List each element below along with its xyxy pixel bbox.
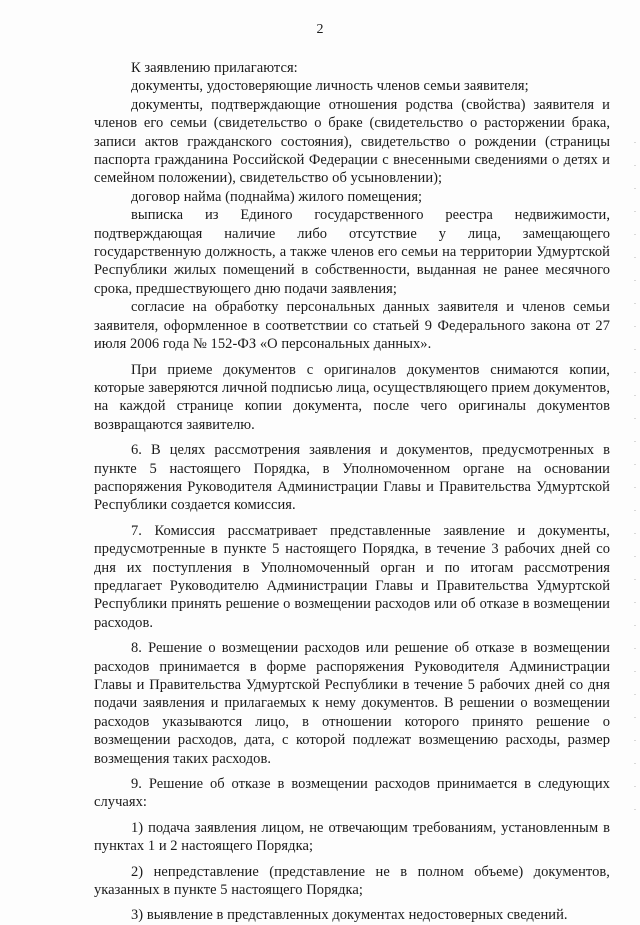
clause-6: 6. В целях рассмотрения заявления и документов, предусмотренных в пункте 5 настоящего Порядка, в Уполномоченном органе на основании распоряжения Руководителя Администрации Главы и Правительства Удмуртской Республики создается комиссия. bbox=[94, 442, 610, 514]
attachments-intro: К заявлению прилагаются: bbox=[131, 60, 298, 76]
clause-9-item-3: 3) выявление в представленных документах недостоверных сведений. bbox=[131, 907, 568, 924]
page-number: 2 bbox=[316, 22, 324, 37]
attachment-registry-extract: выписка из Единого государственного реестра недвижимости, подтверждающая наличие либо отсутствие у лица, замещающего государственную должность, а также членов его семьи на территории Удмуртской Республики жилых помещений в собственности, выданная не ранее месячного срока, предшествующего дню подачи заявления; bbox=[94, 207, 610, 297]
attachment-kinship-docs: документы, подтверждающие отношения родства (свойства) заявителя и членов его семьи (свидетельство о браке (свидетельство о расторжении брака, записи актов гражданского состояния), свидетельство о рождении (страницы паспорта гражданина Российской Федерации с внесенными сведениями о детях и семейном положении), свидетельство об усыновлении); bbox=[94, 96, 610, 187]
clause-8: 8. Решение о возмещении расходов или решение об отказе в возмещении расходов принимается в форме распоряжения Руководителя Администрации Главы и Правительства Удмуртской Республики в течение 5 рабочих дней со дня подачи заявления и прилагаемых к нему документов. В решении о возмещении расходов указываются лицо, в отношении которого принято решение о возмещении расходов, дата, с которой подлежат возмещению расходы, размер возмещения таких расходов. bbox=[94, 640, 610, 767]
clause-9-item-1: 1) подача заявления лицом, не отвечающим требованиям, установленным в пунктах 1 и 2 настоящего Порядка; bbox=[94, 819, 610, 855]
copies-paragraph: При приеме документов с оригиналов документов снимаются копии, которые заверяются личной подписью лица, осуществляющего прием документов, на каждой странице копии документа, после чего оригиналы документов возвращаются заявителю. bbox=[94, 361, 610, 433]
clause-9-item-2: 2) непредставление (представление не в полном объеме) документов, указанных в пункте 5 настоящего Порядка; bbox=[94, 863, 610, 899]
clause-9: 9. Решение об отказе в возмещении расходов принимается в следующих случаях: bbox=[94, 776, 610, 811]
clause-7: 7. Комиссия рассматривает представленные заявление и документы, предусмотренные в пункте 5 настоящего Порядка, в течение 3 рабочих дней со дня их поступления в Уполномоченный орган и по итогам рассмотрения предлагает Руководителю Администрации Главы и Правительства Удмуртской Республики принять решение о возмещении расходов или об отказе в возмещении расходов. bbox=[94, 522, 610, 631]
attachment-lease-contract: договор найма (поднайма) жилого помещения; bbox=[131, 188, 423, 205]
attachment-identity-docs: документы, удостоверяющие личность членов семьи заявителя; bbox=[131, 78, 529, 95]
document-body bbox=[94, 59, 610, 925]
attachment-consent: согласие на обработку персональных данных заявителя и членов семьи заявителя, оформленное в соответствии со статьей 9 Федерального закона от 27 июля 2006 года № 152-ФЗ «О персональных данных». bbox=[94, 299, 610, 353]
scan-edge-marks bbox=[634, 120, 636, 820]
